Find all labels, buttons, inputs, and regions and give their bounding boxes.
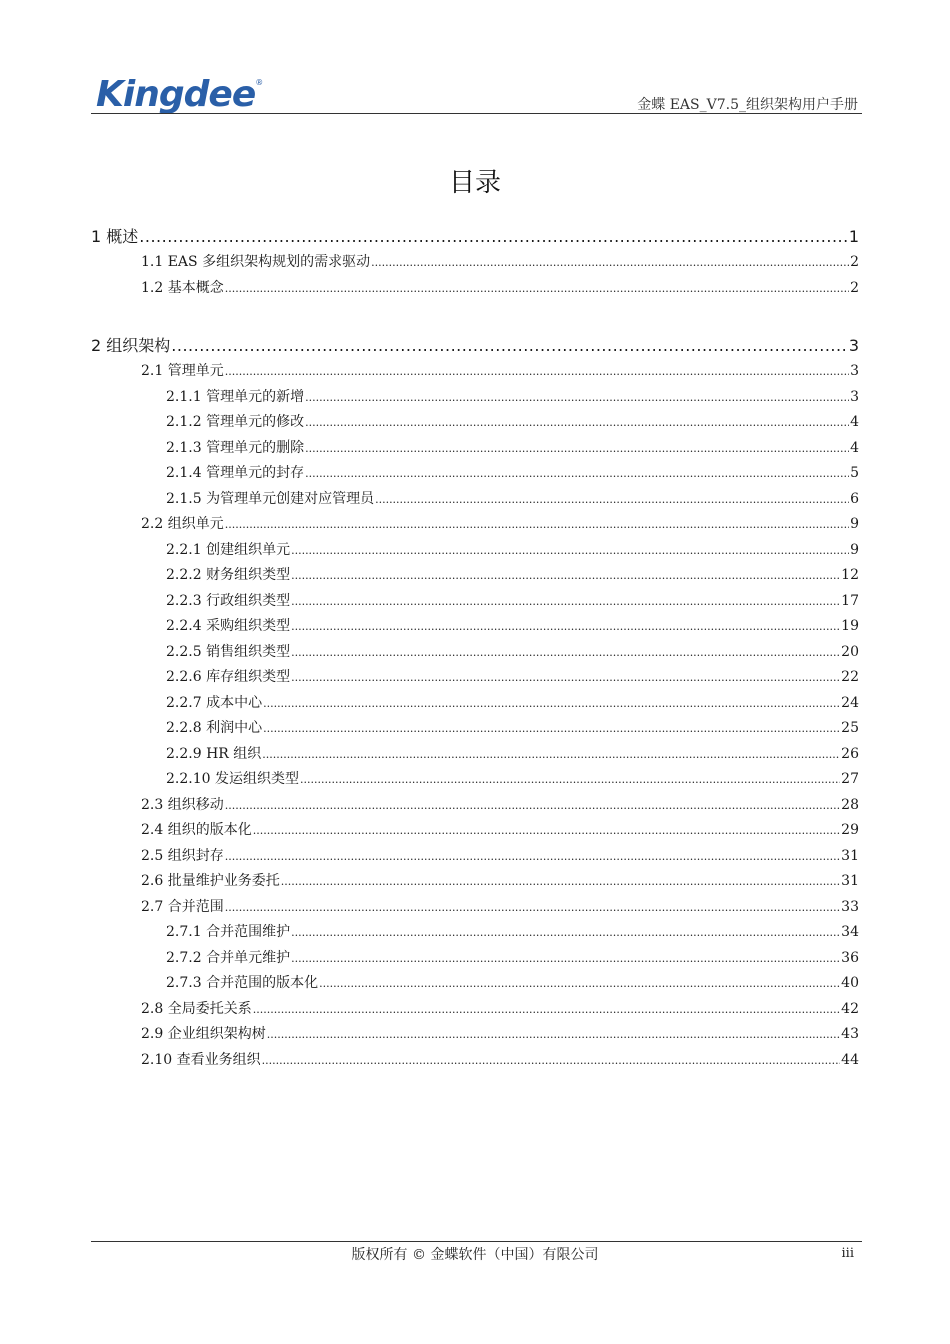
toc-dot-leader <box>291 589 840 615</box>
toc-entry-label: 2.7.1 合并范围维护 <box>166 924 291 940</box>
toc-entry[interactable] <box>91 716 859 742</box>
toc-dot-leader <box>305 385 849 411</box>
toc-dot-leader <box>291 665 840 691</box>
toc-entry-label: 2.2.6 库存组织类型 <box>166 669 291 685</box>
toc-dot-leader <box>253 818 840 844</box>
document-header-title: 金蝶 EAS_V7.5_组织架构用户手册 <box>637 97 858 113</box>
toc-entry-page: 40 <box>841 975 859 991</box>
toc-entry[interactable] <box>91 818 859 844</box>
toc-entry-label: 2.2.4 采购组织类型 <box>166 618 291 634</box>
toc-entry-label: 2.2.1 创建组织单元 <box>166 541 291 558</box>
toc-entry-label: 2.7.2 合并单元维护 <box>166 949 291 966</box>
toc-entry-label: 2.9 企业组织架构树 <box>141 1026 266 1042</box>
toc-dot-leader <box>263 691 840 717</box>
toc-entry-label: 2.1.2 管理单元的修改 <box>166 414 305 430</box>
toc-dot-leader <box>262 1048 841 1074</box>
toc-entry-page: 9 <box>850 516 859 532</box>
toc-entry-page: 6 <box>850 490 859 507</box>
toc-entry[interactable] <box>91 971 859 997</box>
toc-dot-leader <box>253 997 840 1023</box>
toc-entry-label: 2.1.4 管理单元的封存 <box>166 465 305 481</box>
toc-entry-label: 2.2.5 销售组织类型 <box>166 643 291 660</box>
table-of-contents <box>91 224 859 1073</box>
toc-dot-leader <box>291 538 849 564</box>
toc-entry-label: 2.7 合并范围 <box>141 898 224 915</box>
toc-entry[interactable] <box>91 487 859 513</box>
registered-mark: ® <box>255 78 264 87</box>
toc-entry-page: 36 <box>841 949 859 966</box>
toc-entry-label: 1.1 EAS 多组织架构规划的需求驱动 <box>141 254 371 270</box>
toc-entry-label: 2.2.8 利润中心 <box>166 720 263 736</box>
toc-entry-page: 3 <box>848 336 859 355</box>
toc-entry-label: 2.3 组织移动 <box>141 796 224 813</box>
toc-entry-page: 31 <box>841 873 859 889</box>
toc-entry-label: 2.2.10 发运组织类型 <box>166 771 299 787</box>
toc-entry-page: 43 <box>841 1026 859 1042</box>
toc-entry-label: 2.6 批量维护业务委托 <box>141 873 280 889</box>
toc-dot-leader <box>225 276 849 302</box>
toc-entry-label: 2.2.7 成本中心 <box>166 694 263 711</box>
toc-entry-label: 2.2.3 行政组织类型 <box>166 592 291 609</box>
toc-entry-page: 26 <box>841 745 859 762</box>
toc-entry[interactable] <box>91 767 859 793</box>
toc-entry[interactable] <box>91 359 859 385</box>
toc-entry[interactable] <box>91 436 859 462</box>
toc-entry-page: 12 <box>841 567 859 583</box>
toc-entry[interactable] <box>91 1022 859 1048</box>
toc-entry[interactable] <box>91 250 859 276</box>
toc-entry[interactable] <box>91 614 859 640</box>
toc-dot-leader <box>300 767 840 793</box>
toc-entry[interactable] <box>91 276 859 302</box>
toc-entry-label: 2.5 组织封存 <box>141 847 224 864</box>
footer-page-number: iii <box>841 1246 854 1261</box>
toc-entry-page: 28 <box>841 796 859 813</box>
toc-entry[interactable] <box>91 538 859 564</box>
toc-entry[interactable] <box>91 997 859 1023</box>
toc-entry-label: 1.2 基本概念 <box>141 279 224 296</box>
toc-entry-page: 22 <box>841 669 859 685</box>
toc-dot-leader <box>291 946 840 972</box>
toc-dot-leader <box>319 971 840 997</box>
toc-entry[interactable] <box>91 385 859 411</box>
toc-dot-leader <box>291 640 840 666</box>
toc-entry-page: 4 <box>850 414 859 430</box>
toc-entry-page: 9 <box>850 541 859 558</box>
toc-title: 目录 <box>448 168 501 198</box>
toc-entry-page: 5 <box>850 465 859 481</box>
toc-entry[interactable] <box>91 512 859 538</box>
toc-entry[interactable] <box>91 333 859 359</box>
toc-entry-label: 1 概述 <box>91 227 139 246</box>
toc-entry-page: 3 <box>850 388 859 405</box>
toc-entry-page: 24 <box>841 694 859 711</box>
toc-entry[interactable] <box>91 920 859 946</box>
toc-dot-leader <box>139 224 848 250</box>
toc-entry-label: 2.2.9 HR 组织 <box>166 745 262 762</box>
logo-text: Kingdee <box>96 74 256 115</box>
toc-dot-leader <box>225 512 849 538</box>
toc-entry[interactable] <box>91 742 859 768</box>
toc-entry-label: 2 组织架构 <box>91 336 171 355</box>
toc-entry-label: 2.8 全局委托关系 <box>141 1000 252 1017</box>
toc-dot-leader <box>305 410 849 436</box>
toc-dot-leader <box>305 461 849 487</box>
toc-entry-page: 3 <box>850 363 859 379</box>
toc-entry-page: 44 <box>841 1051 859 1068</box>
toc-entry-label: 2.1 管理单元 <box>141 363 224 379</box>
toc-entry-page: 34 <box>841 924 859 940</box>
toc-dot-leader <box>291 563 840 589</box>
toc-entry-page: 4 <box>850 439 859 456</box>
toc-entry[interactable] <box>91 224 859 250</box>
toc-entry-label: 2.1.3 管理单元的删除 <box>166 439 305 456</box>
toc-dot-leader <box>263 716 840 742</box>
toc-entry[interactable] <box>91 869 859 895</box>
toc-entry-page: 20 <box>841 643 859 660</box>
toc-entry-page: 33 <box>841 898 859 915</box>
toc-entry[interactable] <box>91 793 859 819</box>
toc-entry-page: 27 <box>841 771 859 787</box>
toc-entry-page: 42 <box>841 1000 859 1017</box>
toc-entry[interactable] <box>91 640 859 666</box>
header-divider <box>91 113 862 114</box>
toc-entry[interactable] <box>91 410 859 436</box>
toc-dot-leader <box>375 487 849 513</box>
footer-copyright: 版权所有 © 金蝶软件（中国）有限公司 <box>351 1247 599 1263</box>
toc-entry-page: 29 <box>841 822 859 838</box>
toc-entry-label: 2.10 查看业务组织 <box>141 1051 261 1068</box>
toc-entry-page: 1 <box>848 227 859 246</box>
toc-entry-page: 2 <box>850 279 859 296</box>
toc-dot-leader <box>281 869 840 895</box>
toc-entry[interactable] <box>91 665 859 691</box>
toc-entry[interactable] <box>91 563 859 589</box>
toc-entry-page: 31 <box>841 847 859 864</box>
toc-entry[interactable] <box>91 895 859 921</box>
toc-dot-leader <box>262 742 840 768</box>
toc-entry[interactable] <box>91 691 859 717</box>
toc-entry-label: 2.2.2 财务组织类型 <box>166 567 291 583</box>
toc-dot-leader <box>225 793 840 819</box>
toc-entry-label: 2.7.3 合并范围的版本化 <box>166 975 319 991</box>
toc-entry[interactable] <box>91 461 859 487</box>
toc-entry[interactable] <box>91 946 859 972</box>
toc-dot-leader <box>267 1022 840 1048</box>
toc-dot-leader <box>225 359 849 385</box>
toc-dot-leader <box>171 333 848 359</box>
footer-divider <box>91 1241 862 1242</box>
toc-entry[interactable] <box>91 589 859 615</box>
toc-dot-leader <box>225 895 840 921</box>
toc-entry[interactable] <box>91 844 859 870</box>
toc-entry-label: 2.1.1 管理单元的新增 <box>166 388 305 405</box>
toc-entry-label: 2.4 组织的版本化 <box>141 822 252 838</box>
toc-entry-page: 17 <box>841 592 859 609</box>
toc-entry-label: 2.2 组织单元 <box>141 516 224 532</box>
toc-dot-leader <box>291 920 840 946</box>
toc-dot-leader <box>305 436 849 462</box>
toc-dot-leader <box>371 250 849 276</box>
toc-entry-page: 2 <box>850 254 859 270</box>
toc-entry-page: 19 <box>841 618 859 634</box>
kingdee-logo <box>96 74 264 116</box>
toc-entry[interactable] <box>91 1048 859 1074</box>
toc-dot-leader <box>291 614 840 640</box>
toc-entry-label: 2.1.5 为管理单元创建对应管理员 <box>166 490 375 507</box>
toc-entry-page: 25 <box>841 720 859 736</box>
toc-dot-leader <box>225 844 840 870</box>
